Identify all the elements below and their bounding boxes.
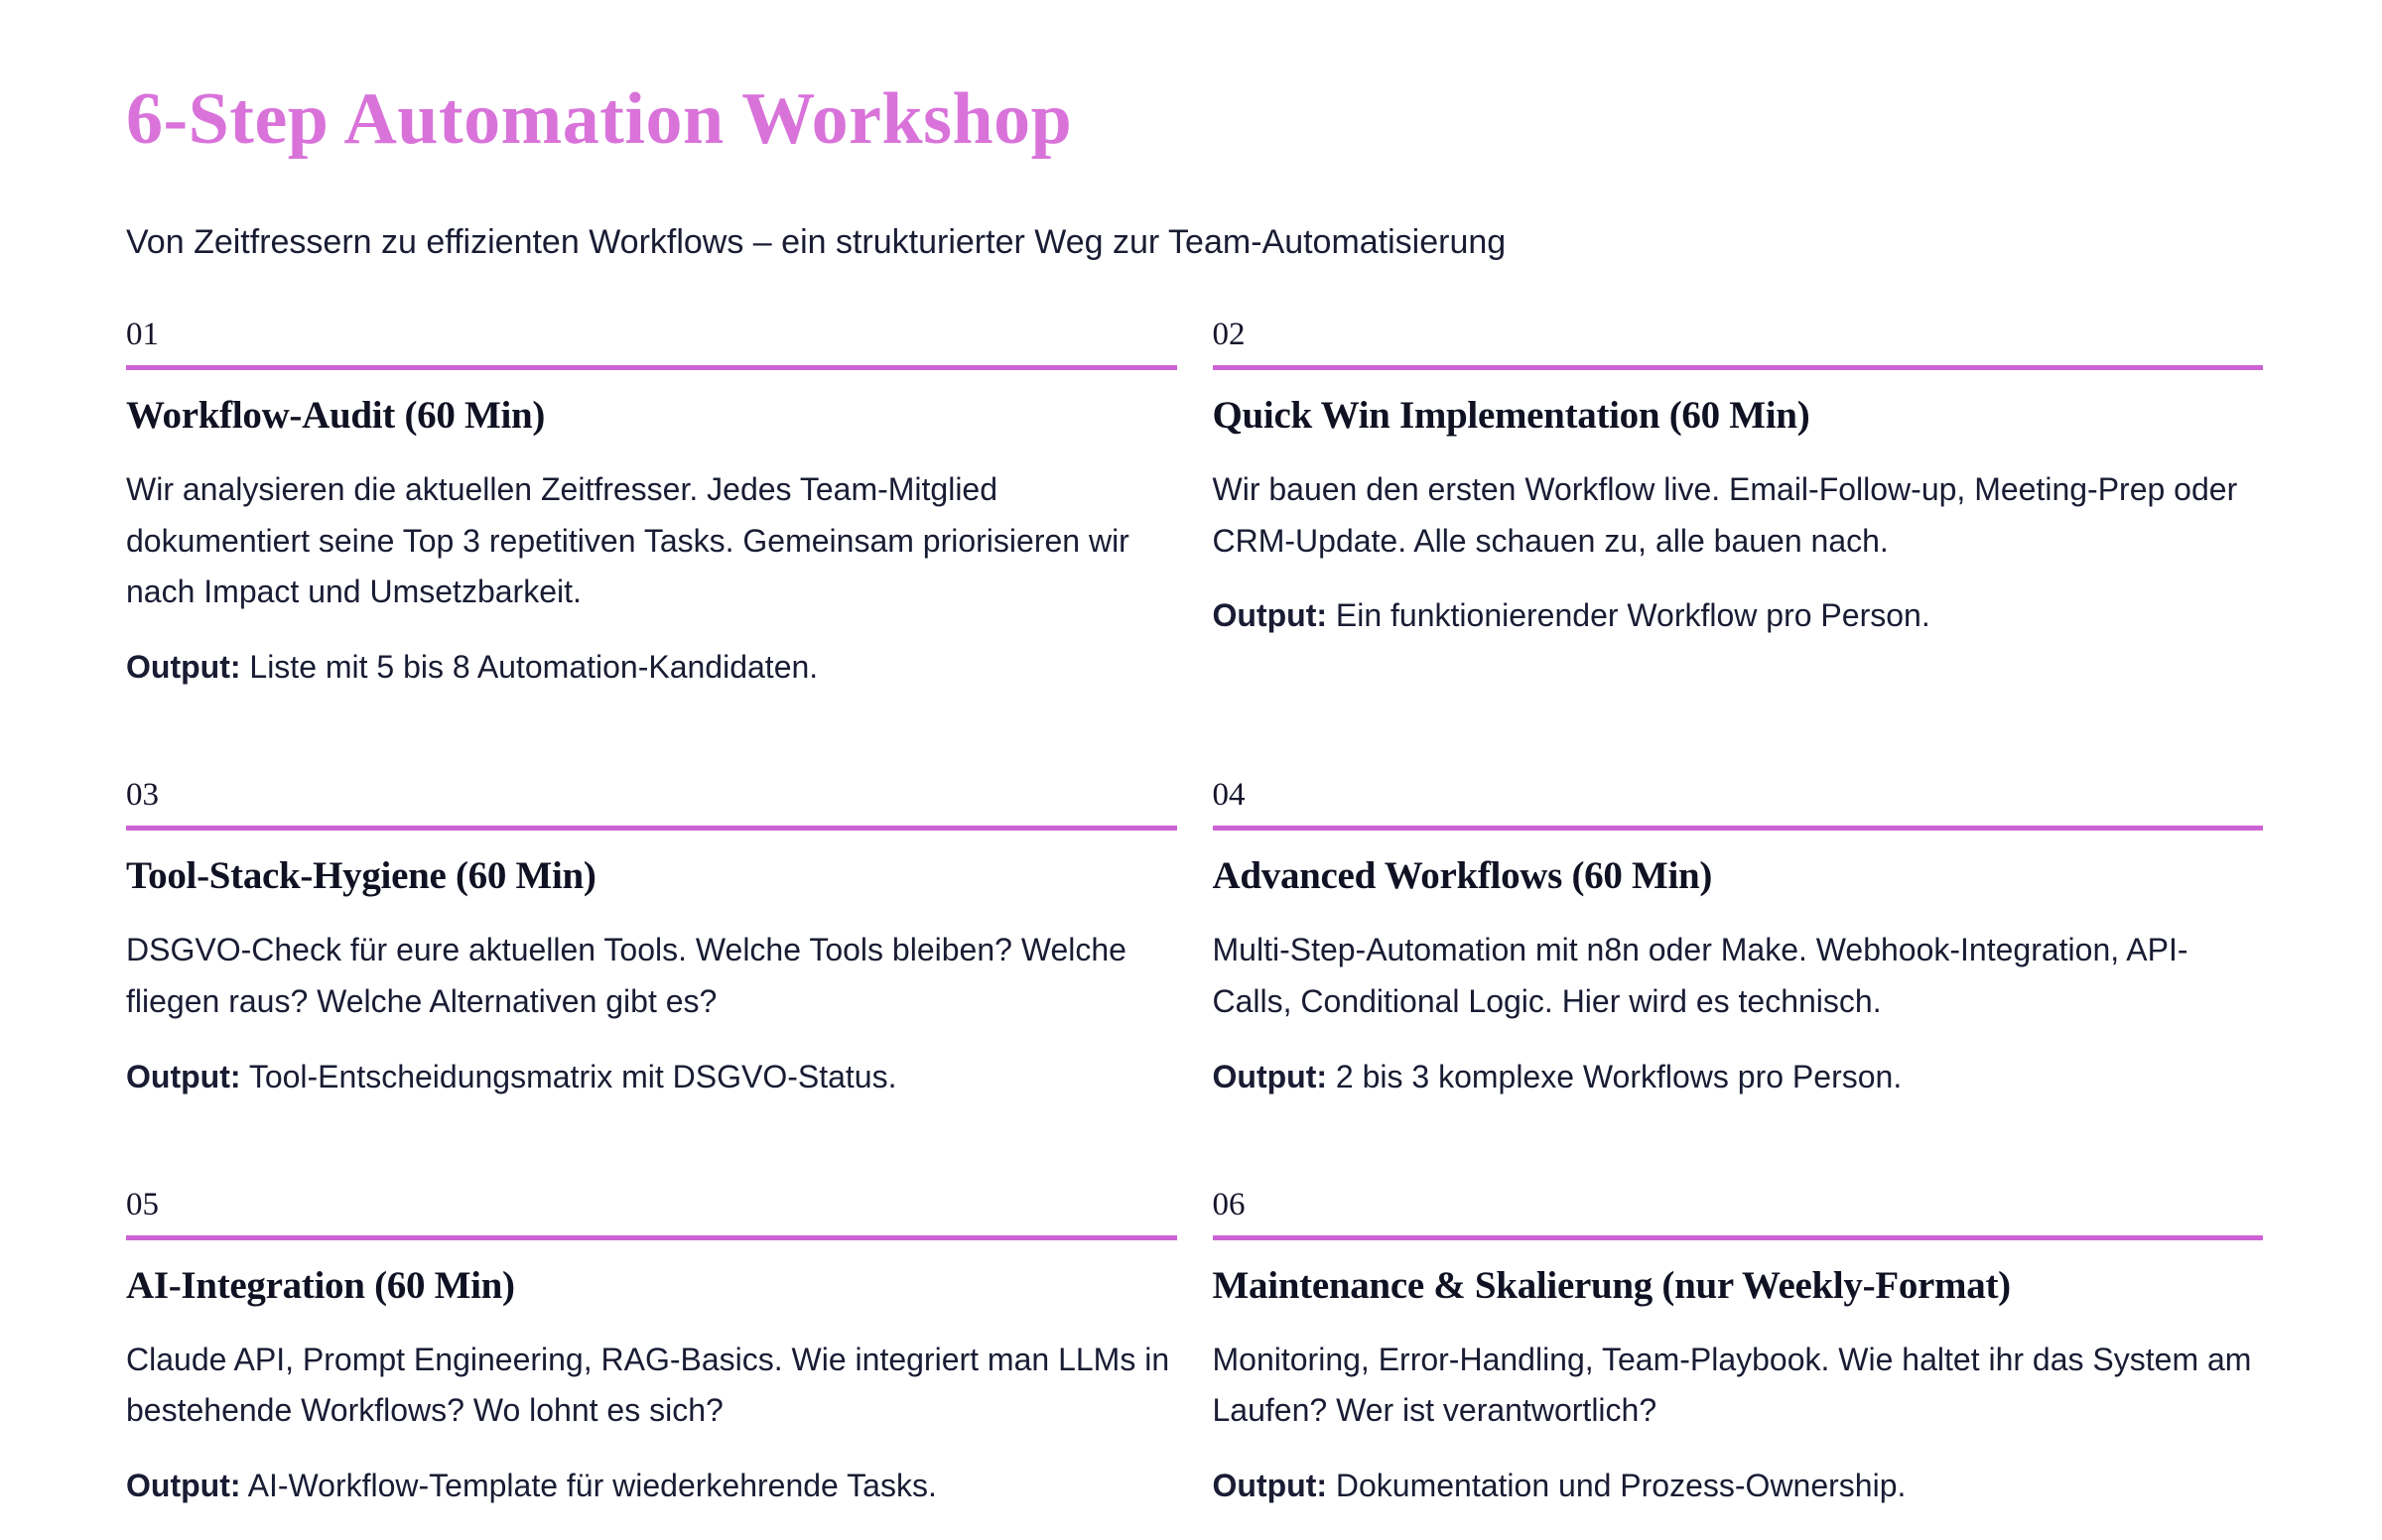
step-output xyxy=(1213,590,2264,642)
step-output-label: Output: xyxy=(126,1058,241,1094)
step-output-label: Output: xyxy=(1212,1468,1327,1504)
step-number: 03 xyxy=(126,777,159,814)
step-description: Multi-Step-Automation mit n8n oder Make. Webhook-Integration, API-Calls, Conditional Logic. Hier wird es technisch. xyxy=(1212,932,2188,1019)
step-card-06 xyxy=(1213,1187,2264,1513)
step-output-label: Output: xyxy=(126,1468,241,1504)
step-number: 02 xyxy=(1212,316,1246,352)
step-card-05 xyxy=(126,1187,1177,1513)
step-number: 06 xyxy=(1212,1186,1246,1222)
step-description: DSGVO-Check für eure aktuellen Tools. Welche Tools bleiben? Welche fliegen raus? Welche Alternativen gibt es? xyxy=(126,932,1126,1019)
step-description: Wir bauen den ersten Workflow live. Email-Follow-up, Meeting-Prep oder CRM-Update. Alle schauen zu, alle bauen nach. xyxy=(1212,470,2238,559)
step-title: Workflow-Audit (60 Min) xyxy=(126,393,546,437)
step-card-01 xyxy=(126,317,1177,694)
step-output-text: Liste mit 5 bis 8 Automation-Kandidaten. xyxy=(249,649,819,686)
step-number: 05 xyxy=(126,1186,159,1222)
step-description: Monitoring, Error-Handling, Team-Playbook. Wie haltet ihr das System am Laufen? Wer ist verantwortlich? xyxy=(1212,1341,2252,1429)
page-subtitle: Von Zeitfressern zu effizienten Workflows – ein strukturierter Weg zur Team-Automatisierung xyxy=(126,223,1507,262)
step-output-text: Tool-Entscheidungsmatrix mit DSGVO-Status. xyxy=(248,1058,897,1094)
page-title: 6-Step Automation Workshop xyxy=(126,78,1073,160)
step-output-text: Ein funktionierender Workflow pro Person. xyxy=(1335,597,1930,634)
step-output-label: Output: xyxy=(1212,1058,1327,1094)
step-divider-rule xyxy=(126,1235,1177,1240)
step-output-label: Output: xyxy=(1212,597,1327,634)
step-card-03 xyxy=(126,777,1177,1103)
step-output-text: AI-Workflow-Template für wiederkehrende Tasks. xyxy=(247,1468,937,1504)
step-output-label: Output: xyxy=(126,649,241,686)
step-title: Maintenance & Skalierung (nur Weekly-Format) xyxy=(1212,1263,2011,1307)
step-title: Advanced Workflows (60 Min) xyxy=(1212,854,1713,898)
step-card-04 xyxy=(1213,777,2264,1103)
step-description: Claude API, Prompt Engineering, RAG-Basics. Wie integriert man LLMs in bestehende Workflows? Wo lohnt es sich? xyxy=(126,1341,1170,1429)
step-output xyxy=(126,1461,1177,1512)
step-title: AI-Integration (60 Min) xyxy=(126,1263,515,1307)
step-divider-rule xyxy=(1213,826,2264,831)
step-number: 01 xyxy=(126,316,159,352)
step-divider-rule xyxy=(1213,1235,2264,1240)
step-number: 04 xyxy=(1212,777,1246,814)
step-output xyxy=(1213,1461,2264,1512)
step-output xyxy=(126,1052,1177,1103)
step-output-text: 2 bis 3 komplexe Workflows pro Person. xyxy=(1335,1058,1903,1094)
steps-grid xyxy=(126,317,2263,1512)
step-output xyxy=(126,642,1177,694)
step-card-02 xyxy=(1213,317,2264,643)
step-title: Tool-Stack-Hygiene (60 Min) xyxy=(126,854,596,898)
step-output xyxy=(1213,1052,2264,1103)
page-header xyxy=(126,77,2263,267)
step-divider-rule xyxy=(1213,365,2264,370)
step-divider-rule xyxy=(126,826,1177,831)
step-output-text: Dokumentation und Prozess-Ownership. xyxy=(1335,1468,1907,1504)
step-title: Quick Win Implementation (60 Min) xyxy=(1212,393,1810,437)
step-description: Wir analysieren die aktuellen Zeitfresser. Jedes Team-Mitglied dokumentiert seine Top 3 repetitiven Tasks. Gemeinsam priorisieren wir nach Impact und Umsetzbarkeit. xyxy=(126,470,1129,610)
step-divider-rule xyxy=(126,365,1177,370)
